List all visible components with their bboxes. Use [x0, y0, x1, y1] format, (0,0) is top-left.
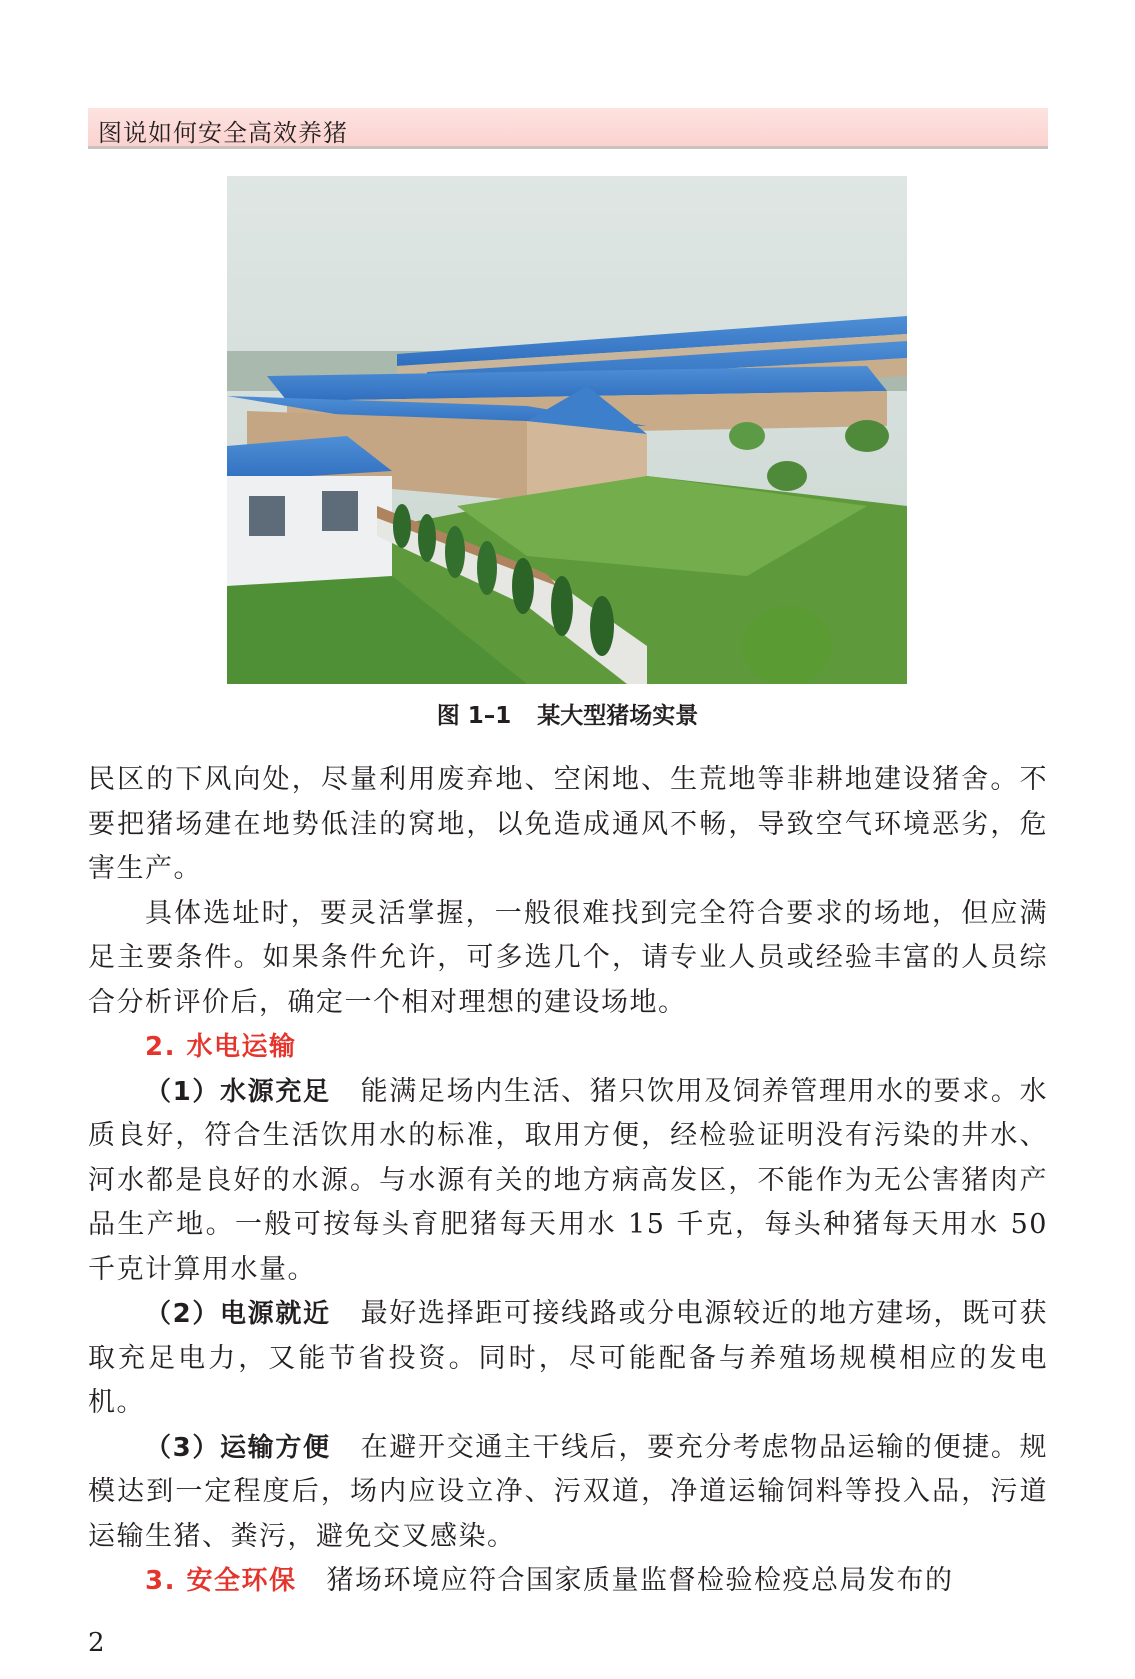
section-heading-water-power-transport: 2. 水电运输 [145, 1032, 297, 1062]
body-text [88, 758, 1048, 1604]
paragraph-continued: 民区的下风向处，尽量利用废弃地、空闲地、生荒地等非耕地建设猪舍。不要把猪场建在地势低洼的窝地，以免造成通风不畅，导致空气环境恶劣，危害生产。 [88, 764, 1048, 884]
figure-caption-text: 某大型猪场实景 [537, 703, 699, 729]
item-text: 能满足场内生活、猪只饮用及饲养管理用水的要求。水质良好，符合生活饮用水的标准，取用方便，经检验证明没有污染的井水、河水都是良好的水源。与水源有关的地方病高发区，不能作为无公害猪肉产品生产地。一般可按每头育肥猪每天用水 15 千克，每头种猪每天用水 50 千克计算用水量。 [88, 1075, 1049, 1285]
figure-number: 图 1–1 [436, 703, 512, 729]
item-transport [88, 1426, 1048, 1560]
item-text: 在避开交通主干线后，要充分考虑物品运输的便捷。规模达到一定程度后，场内应设立净、污双道，净道运输饲料等投入品，污道运输生猪、粪污，避免交叉感染。 [88, 1431, 1049, 1552]
item-label: （3）运输方便 [145, 1432, 331, 1463]
item-water-source [88, 1070, 1048, 1293]
item-label: （2）电源就近 [145, 1299, 331, 1329]
item-label: （1）水源充足 [145, 1076, 331, 1107]
pig-farm-photo [227, 176, 907, 684]
running-header [88, 108, 1048, 149]
book-title: 图说如何安全高效养猪 [98, 119, 348, 147]
section-heading-safety-environment: 3. 安全环保 [145, 1566, 297, 1596]
paragraph-site-selection: 具体选址时，要灵活掌握，一般很难找到完全符合要求的场地，但应满足主要条件。如果条件允许，可多选几个，请专业人员或经验丰富的人员综合分析评价后，确定一个相对理想的建设场地。 [88, 897, 1048, 1018]
section3-text: 猪场环境应符合国家质量监督检验检疫总局发布的 [326, 1565, 954, 1596]
page-number: 2 [88, 1628, 105, 1658]
paragraph-safety-environment [88, 1559, 1048, 1604]
figure-caption [0, 697, 1135, 730]
item-power-source [88, 1292, 1048, 1426]
item-text: 最好选择距可接线路或分电源较近的地方建场，既可获取充足电力，又能节省投资。同时，尽可能配备与养殖场规模相应的发电机。 [88, 1298, 1049, 1418]
